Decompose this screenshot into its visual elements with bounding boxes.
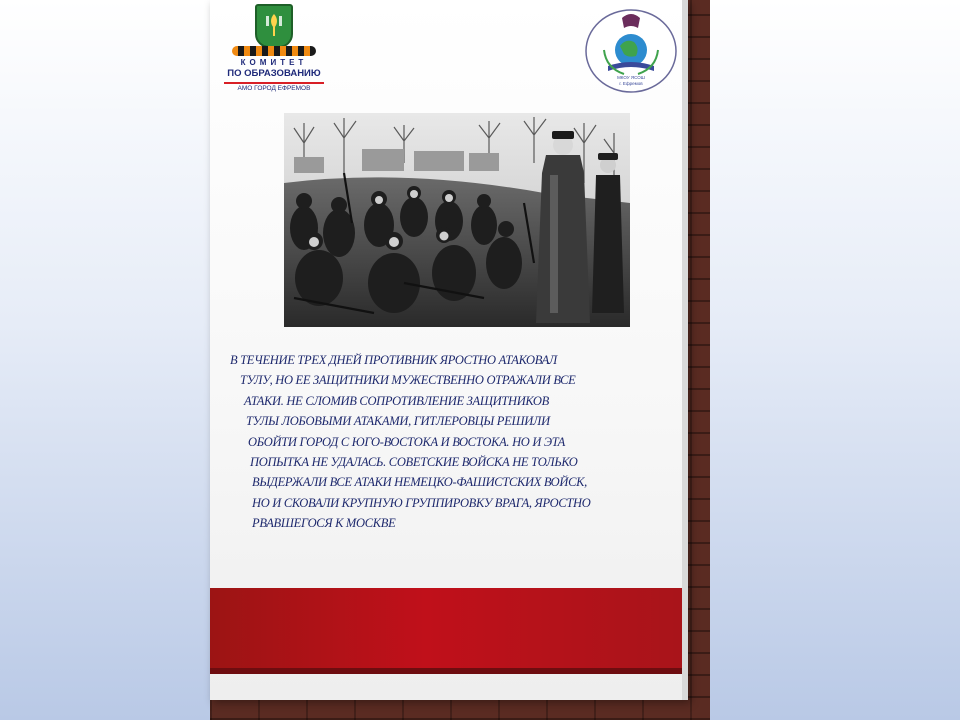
- story-text: [226, 350, 676, 534]
- red-footer-band: [210, 588, 688, 668]
- school-emblem-icon: [584, 8, 678, 94]
- story-line-8: НО И СКОВАЛИ КРУПНУЮ ГРУППИРОВКУ ВРАГА, ЯРОСТНО: [252, 495, 591, 510]
- emblem-caption-bottom: г. Ефремов: [619, 81, 643, 86]
- story-line-2: ТУЛУ, НО ЕЕ ЗАЩИТНИКИ МУЖЕСТВЕННО ОТРАЖАЛИ ВСЕ: [240, 373, 576, 388]
- story-line-4: ТУЛЫ ЛОБОВЫМИ АТАКАМИ, ГИТЛЕРОВЦЫ РЕШИЛИ: [246, 414, 550, 429]
- story-line-7: ВЫДЕРЖАЛИ ВСЕ АТАКИ НЕМЕЦКО-ФАШИСТСКИХ ВОЙСК,: [252, 475, 587, 490]
- soldiers-photo: [284, 113, 630, 327]
- story-line-5: ОБОЙТИ ГОРОД С ЮГО-ВОСТОКА И ВОСТОКА. НО И ЭТА: [248, 434, 565, 449]
- story-line-1: В ТЕЧЕНИЕ ТРЕХ ДНЕЙ ПРОТИВНИК ЯРОСТНО АТАКОВАЛ: [230, 353, 557, 367]
- story-line-9: РВАВШЕГОСЯ К МОСКВЕ: [252, 516, 396, 531]
- logo-subtitle: ПО ОБРАЗОВАНИЮ: [227, 68, 321, 79]
- st-george-ribbon-icon: [232, 46, 316, 56]
- page-edge: [682, 0, 688, 700]
- story-line-3: АТАКИ. НЕ СЛОМИВ СОПРОТИВЛЕНИЕ ЗАЩИТНИКОВ: [244, 393, 549, 408]
- logo-divider: [224, 82, 324, 84]
- story-line-6: ПОПЫТКА НЕ УДАЛАСЬ. СОВЕТСКИЕ ВОЙСКА НЕ ТОЛЬКО: [250, 455, 578, 470]
- emblem-caption-top: МКОУ ЯСОШ: [617, 75, 645, 80]
- committee-logo: [222, 4, 322, 96]
- slide-page: [210, 0, 688, 700]
- coat-of-arms-icon: [255, 4, 293, 48]
- logo-city: АМО ГОРОД ЕФРЕМОВ: [237, 85, 311, 92]
- logo-title: КОМИТЕТ: [240, 58, 308, 67]
- red-footer-shadow: [210, 668, 688, 674]
